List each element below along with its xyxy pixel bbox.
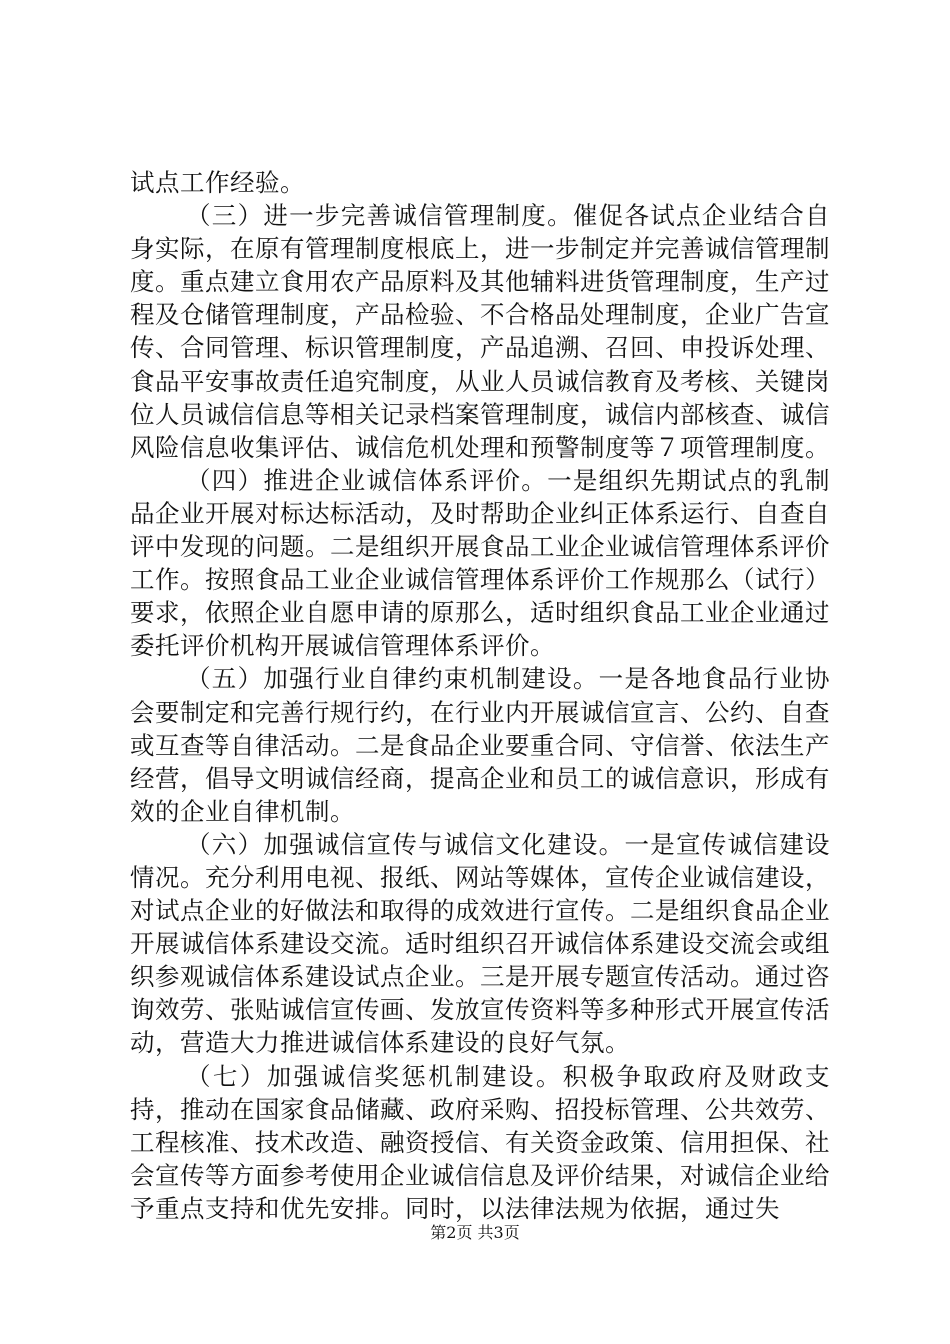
- paragraph-continuation: 试点工作经验。: [130, 168, 305, 197]
- paragraph-section-5: （五）加强行业自律约束机制建设。一是各地食品行业协会要制定和完善行规行约，在行业内开展诚信宣言、公约、自查或互查等自律活动。二是食品企业要重合同、守信誉、依法生产经营，倡导文明诚信经商，提高企业和员工的诚信意识，形成有效的企业自律机制。: [130, 664, 830, 826]
- page-footer: 第2页 共3页: [430, 1223, 520, 1242]
- paragraph-section-3: （三）进一步完善诚信管理制度。催促各试点企业结合自身实际，在原有管理制度根底上，进一步制定并完善诚信管理制度。重点建立食用农产品原料及其他辅料进货管理制度，生产过程及仓储管理制度，产品检验、不合格品处理制度，企业广告宣传、合同管理、标识管理制度，产品追溯、召回、申投诉处理、食品平安事故责任追究制度，从业人员诚信教育及考核、关键岗位人员诚信信息等相关记录档案管理制度，诚信内部核查、诚信风险信息收集评估、诚信危机处理和预警制度等７项管理制度。: [130, 201, 830, 462]
- paragraph-section-6: （六）加强诚信宣传与诚信文化建设。一是宣传诚信建设情况。充分利用电视、报纸、网站等媒体，宣传企业诚信建设，对试点企业的好做法和取得的成效进行宣传。二是组织食品企业开展诚信体系建设交流。适时组织召开诚信体系建设交流会或组织参观诚信体系建设试点企业。三是开展专题宣传活动。通过咨询效劳、张贴诚信宣传画、发放宣传资料等多种形式开展宣传活动，营造大力推进诚信体系建设的良好气氛。: [130, 829, 830, 1058]
- paragraph-section-4: （四）推进企业诚信体系评价。一是组织先期试点的乳制品企业开展对标达标活动，及时帮助企业纠正体系运行、自查自评中发现的问题。二是组织开展食品工业企业诚信管理体系评价工作。按照食品工业企业诚信管理体系评价工作规那么（试行）要求，依照企业自愿申请的原那么，适时组织食品工业企业通过委托评价机构开展诚信管理体系评价。: [130, 465, 830, 661]
- paragraph-section-7: （七）加强诚信奖惩机制建设。积极争取政府及财政支持，推动在国家食品储藏、政府采购、招投标管理、公共效劳、工程核准、技术改造、融资授信、有关资金政策、信用担保、社会宣传等方面参考使用企业诚信信息及评价结果，对诚信企业给予重点支持和优先安排。同时，以法律法规为依据，通过失: [130, 1061, 830, 1223]
- document-body: [130, 166, 830, 1225]
